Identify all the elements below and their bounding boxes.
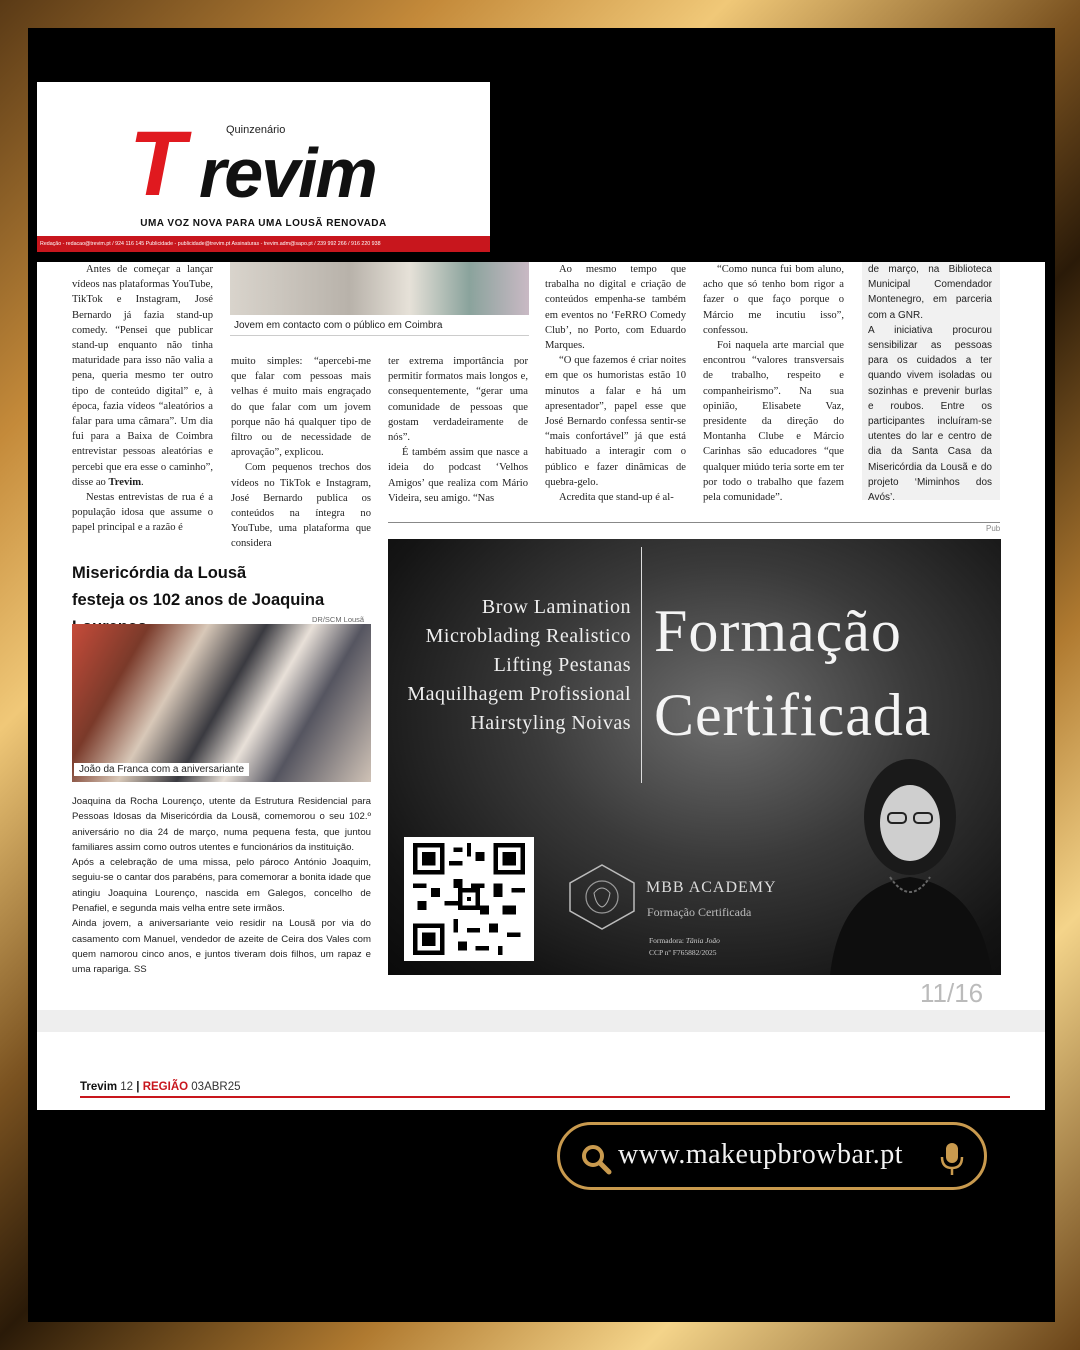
- ad-title-line-2: Certificada: [654, 682, 932, 748]
- article-column-2: [231, 354, 371, 552]
- article-paragraph: Após a celebração de uma missa, pelo pároco António Joaquim, seguiu-se o cantar dos parabéns, para comemorar a bonita idade que atingiu Joaquina Lourenço, nascida em Galegos, concelho de Penafiel, e segunda mais velha entre sete irmãos.: [72, 857, 371, 915]
- newspaper-footer: Trevim 12 | REGIÃO 03ABR25: [80, 1081, 241, 1093]
- ad-service: Maquilhagem Profissional: [407, 683, 631, 705]
- article-column-3: [388, 354, 528, 506]
- advertisement-label: Pub: [986, 524, 1001, 533]
- ad-services-list: [407, 593, 631, 738]
- article-paragraph: Foi naquela arte marcial que encontrou “valores transversais de trabalho, respeito e companheirismo”. Na sua opinião, Elisabete Vaz, presidente da direção do Montanha Clube e Márcio Carinhas são educadores “que qualquer miúdo teria sorte em ter por todo o trabalho que fazem pela comunidade”.: [703, 340, 844, 504]
- article-paragraph: de março, na Biblioteca Municipal Comendador Montenegro, em parceria com a GNR.: [868, 264, 992, 321]
- article-paragraph: Nestas entrevistas de rua é a população idosa que assume o papel principal e a razão é: [72, 492, 213, 534]
- photo-credit: DR/SCM Lousã: [312, 615, 365, 624]
- section-divider: [388, 522, 1000, 523]
- ad-brand-name: MBB ACADEMY: [646, 879, 777, 896]
- article-paragraph: Com pequenos trechos dos vídeos no TikTok e Instagram, José Bernardo publica os conteúdos na íntegra no YouTube, uma plataforma que considera: [231, 462, 371, 550]
- footer-red-rule: [80, 1096, 1010, 1098]
- headline-line-2: festeja os 102 anos de Joaquina: [72, 591, 325, 609]
- qr-code-icon: [410, 843, 528, 955]
- misericordia-body: [72, 794, 371, 978]
- lion-logo-icon: [566, 863, 638, 931]
- article-text: .: [141, 476, 144, 488]
- paper-name-bold: Trevim: [108, 476, 142, 488]
- article-text: Antes de começar a lançar vídeos nas plataformas YouTube, TikTok e Instagram, José Bernardo já fazia stand-up comedy. “Pensei que publicar stand-up enquanto não tinha maturidade para isso não valia a pena, queria mesmo ter outro tipo de conteúdo digital” e, à época, fazia vídeos “aleatórios a falar para uma câmara”. Um dia fui para a Baixa de Coimbra entrevistar pessoas aleatórias e percebi que era esse o caminho”, disse ao: [72, 264, 213, 488]
- article-column-4: [545, 262, 686, 505]
- ccp-number: CCP nº F765882/2025: [649, 948, 717, 957]
- article-column-1: [72, 262, 213, 536]
- ad-trainer-info: [649, 935, 720, 959]
- footer-paper-name: Trevim: [80, 1081, 118, 1093]
- article-paragraph: A iniciativa procurou sensibilizar as pessoas para os cuidados a ter quando vivem isoladas ou sozinhas e prevenir burlas e roubos. Entre os participantes incluíram-se utentes do lar e centro de dia da Santa Casa da Misericórdia da Lousã e do projeto ‘Miminhos dos Avós’.: [868, 324, 992, 504]
- article-paragraph: ter extrema importância por permitir formatos mais longos e, consequentemente, “gerar uma comunidade de pessoas que gostam verdadeiramente de nós”.: [388, 356, 528, 444]
- headline-line-1: Misericórdia da Lousã: [72, 564, 247, 582]
- article-paragraph: É também assim que nasce a ideia do podcast ‘Velhos Amigos’ que realiza com Mário Videira, seu amigo. “Nas: [388, 447, 528, 504]
- trainer-name: Tânia João: [685, 936, 720, 945]
- article-paragraph: “O que fazemos é criar noites em que os humoristas estão 10 minutos a falar e há um apresentador”, papel esse que José Bernardo confessa sentir-se “mais confortável” já que está habituado a interagir com o público e fazer dinâmicas de quebra-gelo.: [545, 355, 686, 488]
- page-footer-band: [37, 1010, 1045, 1032]
- article-photo-caption: Jovem em contacto com o público em Coimbra: [230, 316, 529, 336]
- trainer-label: Formadora:: [649, 936, 686, 945]
- masthead-contact-bar: Redação - redacao@trevim.pt / 924 116 145 Publicidade - publicidade@trevim.pt Assinaturas - trevim.adm@sapo.pt / 239 992 266 / 916 220 938: [37, 236, 490, 252]
- ad-service: Hairstyling Noivas: [470, 712, 631, 734]
- microphone-icon[interactable]: [940, 1142, 964, 1176]
- footer-page-number: 12: [120, 1081, 134, 1093]
- website-url[interactable]: www.makeupbrowbar.pt: [618, 1139, 904, 1170]
- article-column-5: [703, 262, 844, 505]
- footer-date: 03ABR25: [191, 1081, 241, 1093]
- article-photo: [230, 262, 529, 315]
- article-column-6: [868, 262, 992, 505]
- birthday-photo-caption: João da Franca com a aniversariante: [74, 763, 249, 776]
- ad-divider: [641, 547, 642, 783]
- logo-letter-t: T: [129, 113, 182, 215]
- birthday-photo: [72, 624, 371, 782]
- trainer-portrait: [820, 747, 992, 975]
- article-paragraph: Joaquina da Rocha Lourenço, utente da Estrutura Residencial para Pessoas Idosas da Misericórdia da Lousã, comemorou o seu 102.º aniversário no dia 24 de março, numa pequena festa, que juntou familiares assim como outros utentes e funcionários da instituição.: [72, 796, 371, 853]
- ad-title: [654, 589, 932, 757]
- masthead-frequency: Quinzenário: [226, 124, 286, 136]
- qr-code[interactable]: [404, 837, 534, 961]
- ad-service: Microblading Realistico: [425, 625, 631, 647]
- page-indicator: 11/16: [920, 978, 984, 1008]
- website-search-bar[interactable]: [557, 1122, 987, 1190]
- article-paragraph: “Como nunca fui bom aluno, acho que só tenho bom rigor a fazer o que faço porque o Márcio me incutiu isso”, confessou.: [703, 264, 844, 336]
- ad-service: Brow Lamination: [481, 596, 631, 618]
- ad-service: Lifting Pestanas: [493, 654, 631, 676]
- mbb-academy-advertisement[interactable]: [388, 539, 1001, 975]
- logo-wordmark: revim: [199, 134, 376, 212]
- ad-title-line-1: Formação: [654, 598, 902, 664]
- article-paragraph: Acredita que stand-up é al-: [559, 492, 674, 504]
- article-paragraph: muito simples: “apercebi-me que falar com pessoas mais velhas é muito mais engraçado do que falar com um jovem porque não há qualquer tipo de filtro ou de necessidade de aprovação”, explicou.: [231, 356, 371, 459]
- ad-brand-subtitle: Formação Certificada: [647, 905, 752, 919]
- article-paragraph: Ainda jovem, a aniversariante veio residir na Lousã por via do casamento com Manuel, vendedor de azeite de Ceira dos Vales com quem namorou cinco anos, e juntos tiveram dois filhos, um rapaz e uma rapariga. SS: [72, 918, 371, 976]
- footer-section: REGIÃO: [142, 1081, 189, 1093]
- newspaper-masthead: [37, 82, 490, 252]
- article-paragraph: Ao mesmo tempo que trabalha no digital e criação de conteúdos empenha-se também em eventos no ‘FeRRO Comedy Club’, no Porto, com Eduardo Marques.: [545, 264, 686, 352]
- search-icon[interactable]: [580, 1143, 612, 1175]
- masthead-tagline: UMA VOZ NOVA PARA UMA LOUSÃ RENOVADA: [140, 218, 387, 229]
